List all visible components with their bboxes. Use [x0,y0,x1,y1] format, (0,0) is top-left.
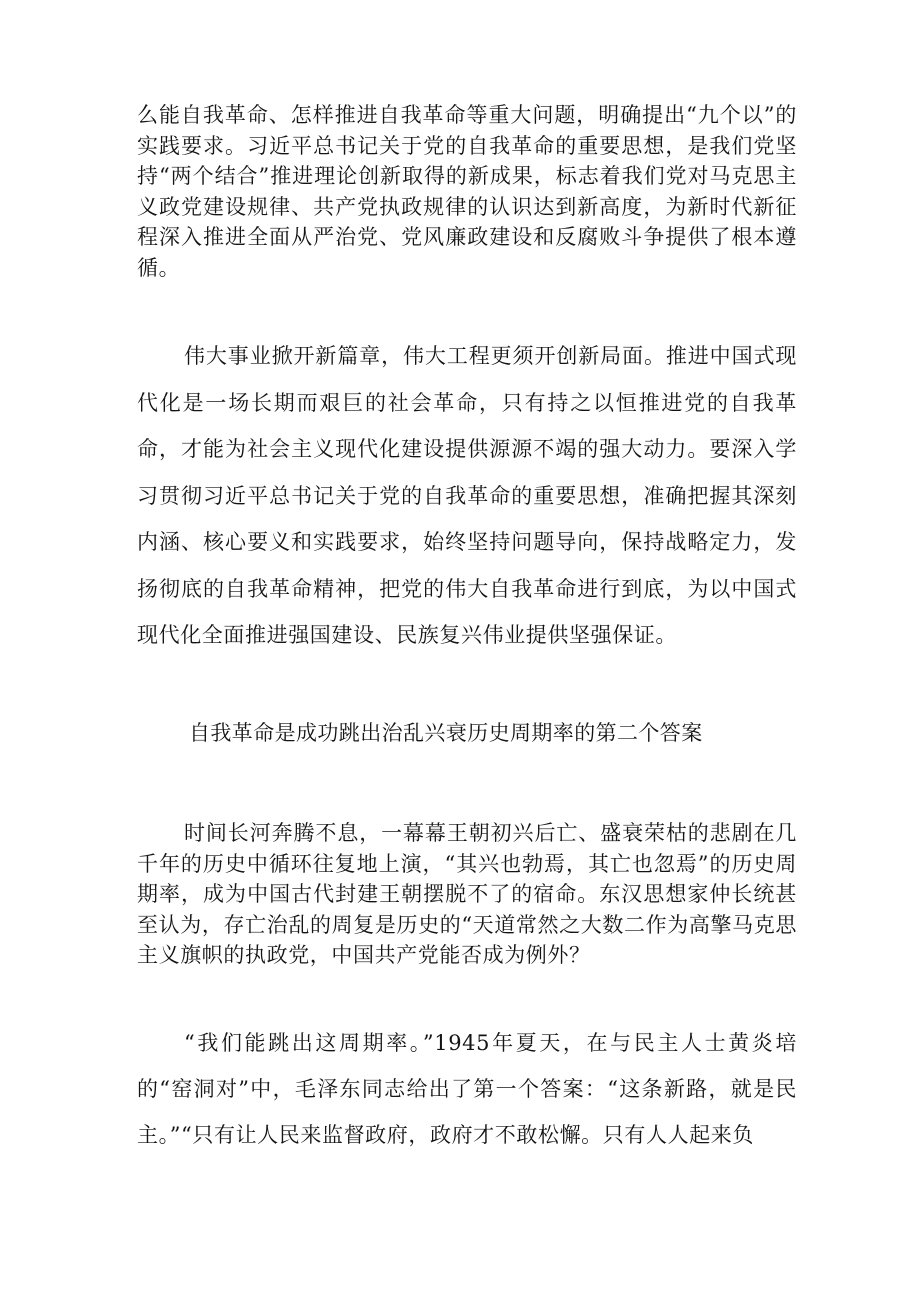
paragraph-1: 么能自我革命、怎样推进自我革命等重大问题，明确提出“九个以”的实践要求。习近平总书记关于党的自我革命的重要思想，是我们党坚持“两个结合”推进理论创新取得的新成果，标志着我们党对马克思主义政党建设规律、共产党执政规律的认识达到新高度，为新时代新征程深入推进全面从严治党、党风廉政建设和反腐败斗争提供了根本遵循。 [137,103,797,280]
section-heading: 自我革命是成功跳出治乱兴衰历史周期率的第二个答案 [189,721,703,745]
paragraph-2: 伟大事业掀开新篇章，伟大工程更须开创新局面。推进中国式现代化是一场长期而艰巨的社会革命，只有持之以恒推进党的自我革命，才能为社会主义现代化建设提供源源不竭的强大动力。要深入学习贯彻习近平总书记关于党的自我革命的重要思想，准确把握其深刻内涵、核心要义和实践要求，始终坚持问题导向，保持战略定力，发扬彻底的自我革命精神，把党的伟大自我革命进行到底，为以中国式现代化全面推进强国建设、民族复兴伟业提供坚强保证。 [137,344,797,647]
paragraph-4: “我们能跳出这周期率。”1945年夏天，在与民主人士黄炎培的“窑洞对”中，毛泽东同志给出了第一个答案：“这条新路，就是民主。”“只有让人民来监督政府，政府才不敢松懈。只有人人起来负 [137,1031,797,1147]
paragraph-3: 时间长河奔腾不息，一幕幕王朝初兴后亡、盛衰荣枯的悲剧在几千年的历史中循环往复地上演，“其兴也勃焉，其亡也忽焉”的历史周期率，成为中国古代封建王朝摆脱不了的宿命。东汉思想家仲长统甚至认为，存亡治乱的周复是历史的“天道常然之大数二作为高擎马克思主义旗帜的执政党，中国共产党能否成为例外？ [137,821,797,967]
